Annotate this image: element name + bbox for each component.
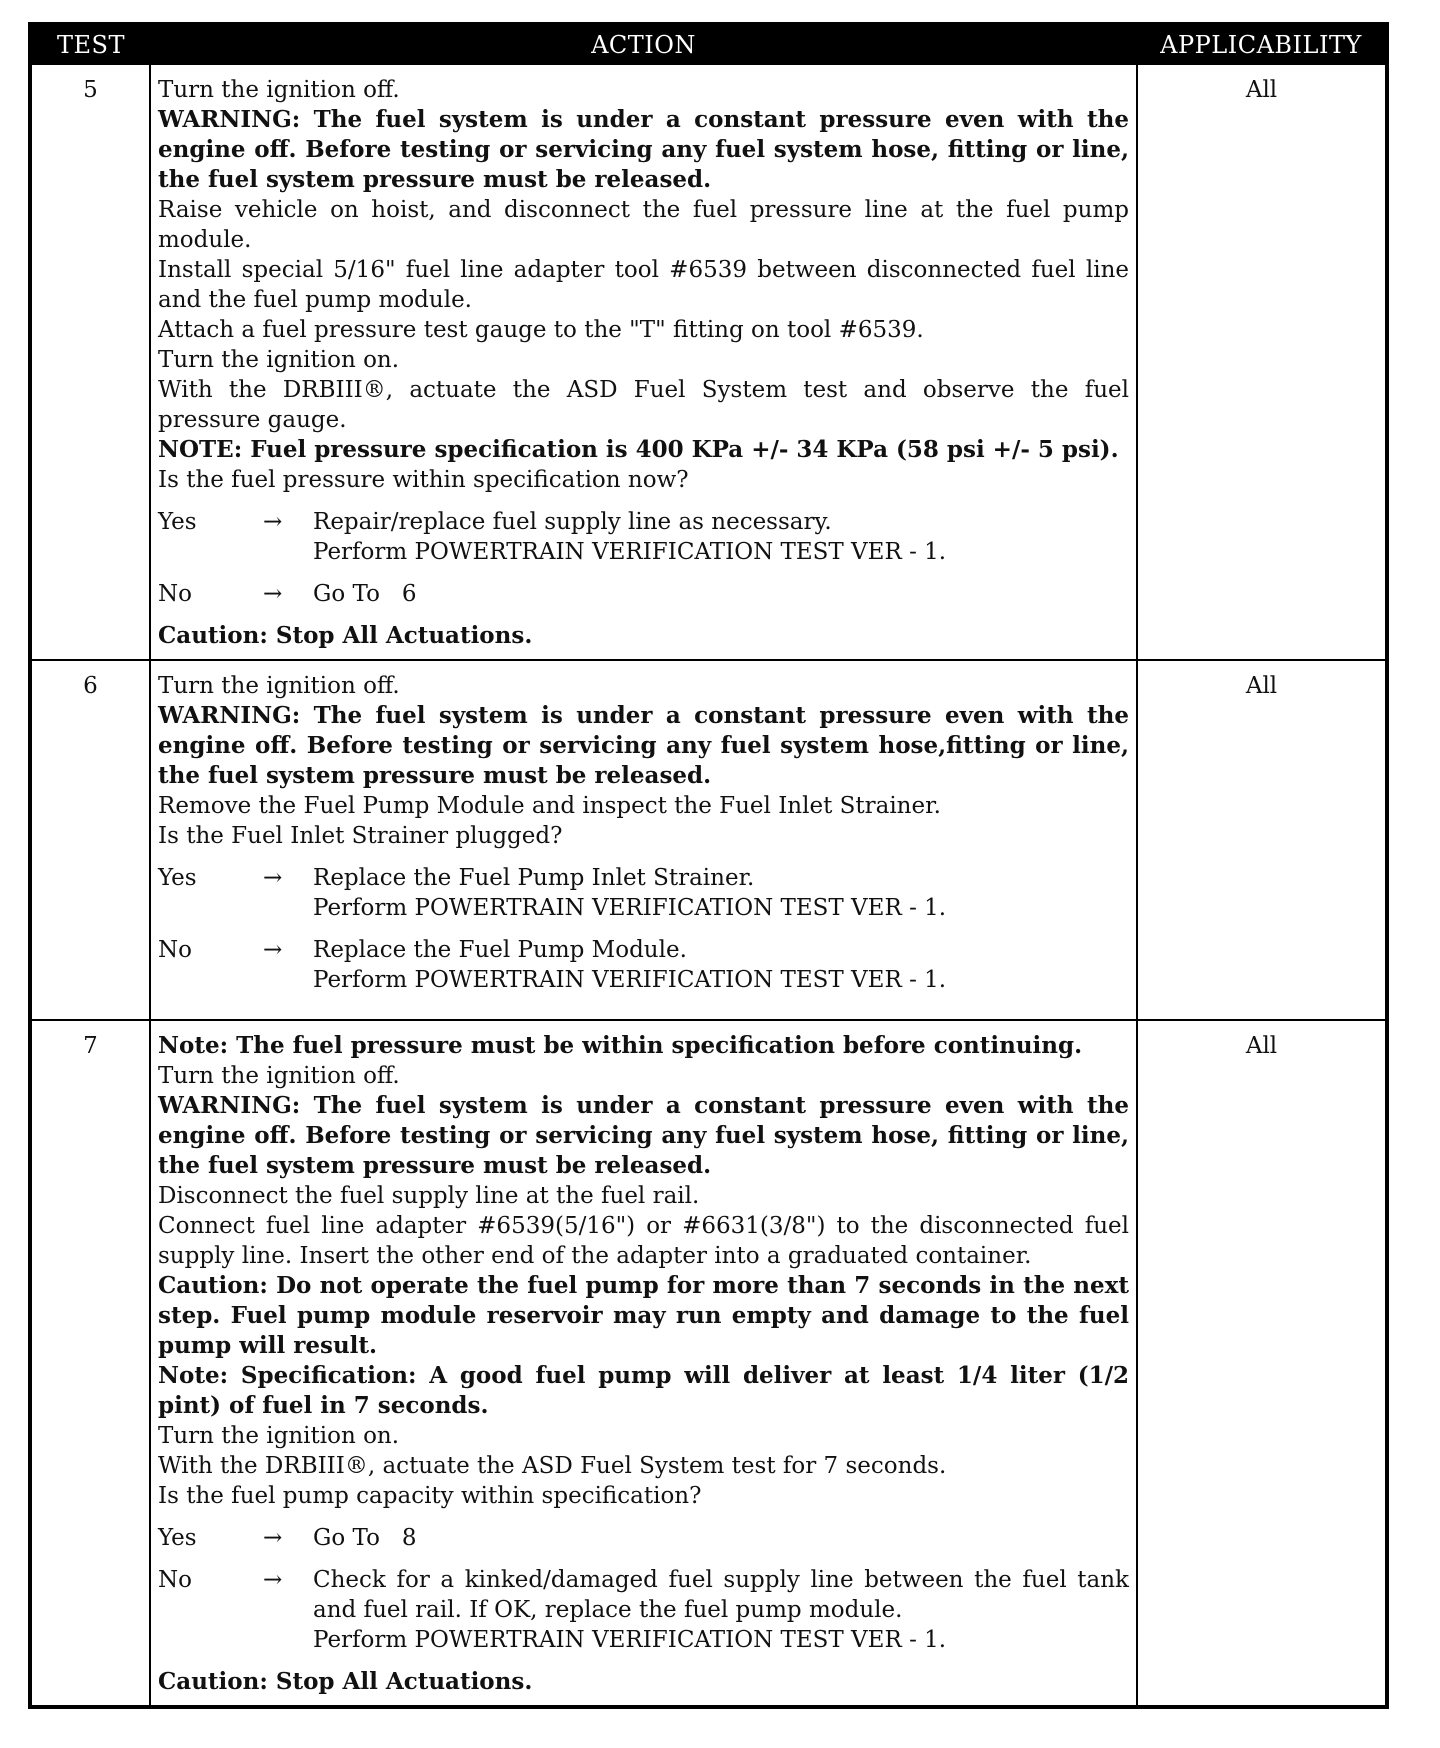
table-row — [30, 64, 1387, 660]
applicability-value: All — [1137, 660, 1387, 1020]
test-number: 7 — [30, 1020, 150, 1707]
yes-label: Yes — [158, 1525, 197, 1551]
step: Turn the ignition on. — [158, 1423, 400, 1449]
step: Remove the Fuel Pump Module and inspect the Fuel Inlet Strainer. — [158, 793, 941, 819]
arrow-icon: → — [263, 1525, 283, 1551]
question: Is the fuel pressure within specification now? — [158, 467, 689, 493]
note-text: Note: Specification: A good fuel pump will deliver at least 1/4 liter (1/2 pint) of fuel in 7 seconds. — [158, 1362, 1129, 1419]
yes-choice — [158, 863, 1129, 923]
step: Turn the ignition on. — [158, 347, 400, 373]
result-line: Go To 8 — [313, 1525, 417, 1551]
step: Turn the ignition off. — [158, 77, 400, 103]
yes-choice — [158, 507, 1129, 567]
yes-result — [313, 863, 1129, 923]
result-line: Repair/replace fuel supply line as necessary. — [313, 509, 832, 535]
diagnostic-table — [28, 22, 1389, 1709]
test-number: 5 — [30, 64, 150, 660]
arrow-icon: → — [263, 1567, 283, 1593]
no-label: No — [158, 937, 192, 963]
result-line: Check for a kinked/damaged fuel supply line between the fuel tank and fuel rail. If OK, replace the fuel pump module. — [313, 1567, 1129, 1623]
result-line: Replace the Fuel Pump Inlet Strainer. — [313, 865, 755, 891]
step: With the DRBIII®, actuate the ASD Fuel System test for 7 seconds. — [158, 1453, 947, 1479]
no-choice — [158, 579, 1129, 609]
no-label: No — [158, 1567, 192, 1593]
yes-label: Yes — [158, 509, 197, 535]
applicability-value: All — [1137, 64, 1387, 660]
result-line: Perform POWERTRAIN VERIFICATION TEST VER - 1. — [313, 967, 947, 993]
test-number: 6 — [30, 660, 150, 1020]
header-test: TEST — [30, 24, 150, 64]
yes-result — [313, 1523, 1129, 1553]
yes-label: Yes — [158, 865, 197, 891]
answer-choices — [158, 863, 1129, 995]
warning-text: WARNING: The fuel system is under a constant pressure even with the engine off. Before testing or servicing any fuel system hose, fitting or line, the fuel system pressure must be released. — [158, 106, 1129, 193]
no-result — [313, 579, 1129, 609]
header-action: ACTION — [150, 24, 1137, 64]
step: Turn the ignition off. — [158, 1063, 400, 1089]
result-line: Go To 6 — [313, 581, 417, 607]
question: Is the fuel pump capacity within specification? — [158, 1483, 702, 1509]
caution-text: Caution: Stop All Actuations. — [158, 1668, 533, 1695]
no-choice — [158, 1565, 1129, 1655]
arrow-icon: → — [263, 581, 283, 607]
step: Attach a fuel pressure test gauge to the "T" fitting on tool #6539. — [158, 317, 924, 343]
caution-text: Caution: Stop All Actuations. — [158, 622, 533, 649]
result-line: Perform POWERTRAIN VERIFICATION TEST VER - 1. — [313, 895, 947, 921]
step: Disconnect the fuel supply line at the fuel rail. — [158, 1183, 700, 1209]
no-result — [313, 935, 1129, 995]
step: Raise vehicle on hoist, and disconnect the fuel pressure line at the fuel pump module. — [158, 197, 1129, 253]
result-line: Perform POWERTRAIN VERIFICATION TEST VER - 1. — [313, 539, 947, 565]
note-text: Note: The fuel pressure must be within specification before continuing. — [158, 1032, 1083, 1059]
action-cell — [150, 64, 1137, 660]
procedure-page — [28, 22, 1389, 1709]
answer-choices — [158, 507, 1129, 609]
step: Connect fuel line adapter #6539(5/16") or #6631(3/8") to the disconnected fuel supply line. Insert the other end of the adapter into a graduated container. — [158, 1213, 1129, 1269]
warning-text: WARNING: The fuel system is under a constant pressure even with the engine off. Before testing or servicing any fuel system hose, fitting or line, the fuel system pressure must be released. — [158, 1092, 1129, 1179]
no-choice — [158, 935, 1129, 995]
action-cell — [150, 660, 1137, 1020]
question: Is the Fuel Inlet Strainer plugged? — [158, 823, 563, 849]
arrow-icon: → — [263, 509, 283, 535]
result-line: Perform POWERTRAIN VERIFICATION TEST VER - 1. — [313, 1627, 947, 1653]
table-row — [30, 1020, 1387, 1707]
table-row — [30, 660, 1387, 1020]
no-label: No — [158, 581, 192, 607]
no-result — [313, 1565, 1129, 1655]
step: With the DRBIII®, actuate the ASD Fuel System test and observe the fuel pressure gauge. — [158, 377, 1129, 433]
answer-choices — [158, 1523, 1129, 1655]
arrow-icon: → — [263, 865, 283, 891]
caution-text: Caution: Do not operate the fuel pump for more than 7 seconds in the next step. Fuel pump module reservoir may run empty and damage to the fuel pump will result. — [158, 1272, 1129, 1359]
result-line: Replace the Fuel Pump Module. — [313, 937, 687, 963]
arrow-icon: → — [263, 937, 283, 963]
header-applicability: APPLICABILITY — [1137, 24, 1387, 64]
action-cell — [150, 1020, 1137, 1707]
step: Turn the ignition off. — [158, 673, 400, 699]
yes-result — [313, 507, 1129, 567]
applicability-value: All — [1137, 1020, 1387, 1707]
note-text: NOTE: Fuel pressure specification is 400 KPa +/- 34 KPa (58 psi +/- 5 psi). — [158, 436, 1119, 463]
step: Install special 5/16" fuel line adapter tool #6539 between disconnected fuel line and the fuel pump module. — [158, 257, 1129, 313]
table-header-row — [30, 24, 1387, 64]
warning-text: WARNING: The fuel system is under a constant pressure even with the engine off. Before testing or servicing any fuel system hose,fitting or line, the fuel system pressure must be released. — [158, 702, 1129, 789]
yes-choice — [158, 1523, 1129, 1553]
